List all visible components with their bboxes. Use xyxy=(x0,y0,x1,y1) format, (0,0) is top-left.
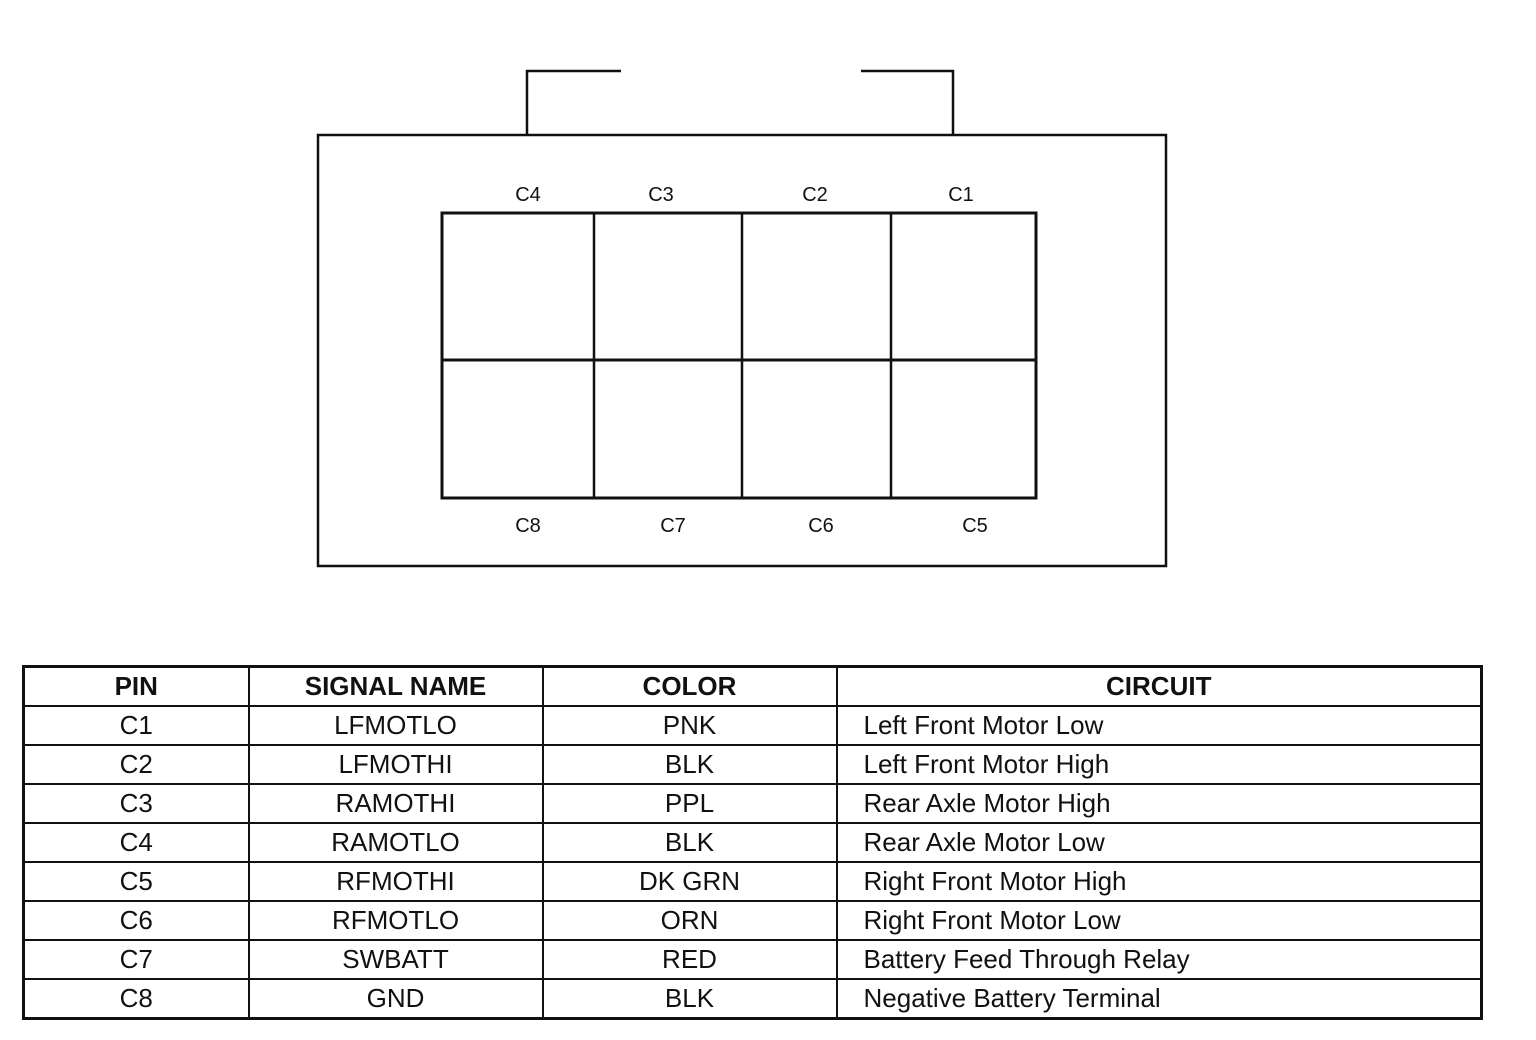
header-circuit: CIRCUIT xyxy=(837,667,1482,707)
color-cell: BLK xyxy=(543,823,837,862)
cavity-label-bottom: C8 xyxy=(515,515,541,537)
table-row xyxy=(24,823,1482,862)
cavity-label-bottom: C6 xyxy=(808,515,834,537)
color-cell: ORN xyxy=(543,901,837,940)
table-row xyxy=(24,862,1482,901)
table-header-row xyxy=(24,667,1482,707)
signal-cell: RFMOTLO xyxy=(249,901,543,940)
color-cell: PPL xyxy=(543,784,837,823)
header-signal-name: SIGNAL NAME xyxy=(249,667,543,707)
table-row xyxy=(24,901,1482,940)
cavity-label-top: C3 xyxy=(648,184,674,206)
pin-cell: C3 xyxy=(24,784,249,823)
table-row xyxy=(24,784,1482,823)
cavity-label-top: C2 xyxy=(802,184,828,206)
circuit-cell: Right Front Motor Low xyxy=(837,901,1482,940)
pin-cell: C6 xyxy=(24,901,249,940)
cavity-grid-outline xyxy=(442,213,1036,498)
cavity-label-top: C4 xyxy=(515,184,541,206)
circuit-cell: Rear Axle Motor Low xyxy=(837,823,1482,862)
pin-cell: C5 xyxy=(24,862,249,901)
signal-cell: RAMOTLO xyxy=(249,823,543,862)
signal-cell: SWBATT xyxy=(249,940,543,979)
circuit-cell: Left Front Motor Low xyxy=(837,706,1482,745)
table-row xyxy=(24,979,1482,1019)
color-cell: RED xyxy=(543,940,837,979)
color-cell: BLK xyxy=(543,745,837,784)
cavity-label-top: C1 xyxy=(948,184,974,206)
table-row xyxy=(24,940,1482,979)
cavity-label-bottom: C7 xyxy=(660,515,686,537)
header-color: COLOR xyxy=(543,667,837,707)
circuit-cell: Battery Feed Through Relay xyxy=(837,940,1482,979)
cavity-grid xyxy=(442,213,1036,498)
color-cell: DK GRN xyxy=(543,862,837,901)
signal-cell: RAMOTHI xyxy=(249,784,543,823)
right-locking-tab xyxy=(861,71,953,134)
table-row xyxy=(24,706,1482,745)
pin-cell: C2 xyxy=(24,745,249,784)
circuit-cell: Left Front Motor High xyxy=(837,745,1482,784)
table-row xyxy=(24,745,1482,784)
circuit-cell: Negative Battery Terminal xyxy=(837,979,1482,1019)
color-cell: BLK xyxy=(543,979,837,1019)
pinout-table xyxy=(22,665,1483,1020)
signal-cell: RFMOTHI xyxy=(249,862,543,901)
pin-cell: C1 xyxy=(24,706,249,745)
signal-cell: LFMOTHI xyxy=(249,745,543,784)
pin-cell: C4 xyxy=(24,823,249,862)
cavity-label-bottom: C5 xyxy=(962,515,988,537)
pin-cell: C8 xyxy=(24,979,249,1019)
color-cell: PNK xyxy=(543,706,837,745)
signal-cell: LFMOTLO xyxy=(249,706,543,745)
signal-cell: GND xyxy=(249,979,543,1019)
circuit-cell: Rear Axle Motor High xyxy=(837,784,1482,823)
pin-cell: C7 xyxy=(24,940,249,979)
left-locking-tab xyxy=(527,71,621,134)
circuit-cell: Right Front Motor High xyxy=(837,862,1482,901)
header-pin: PIN xyxy=(24,667,249,707)
